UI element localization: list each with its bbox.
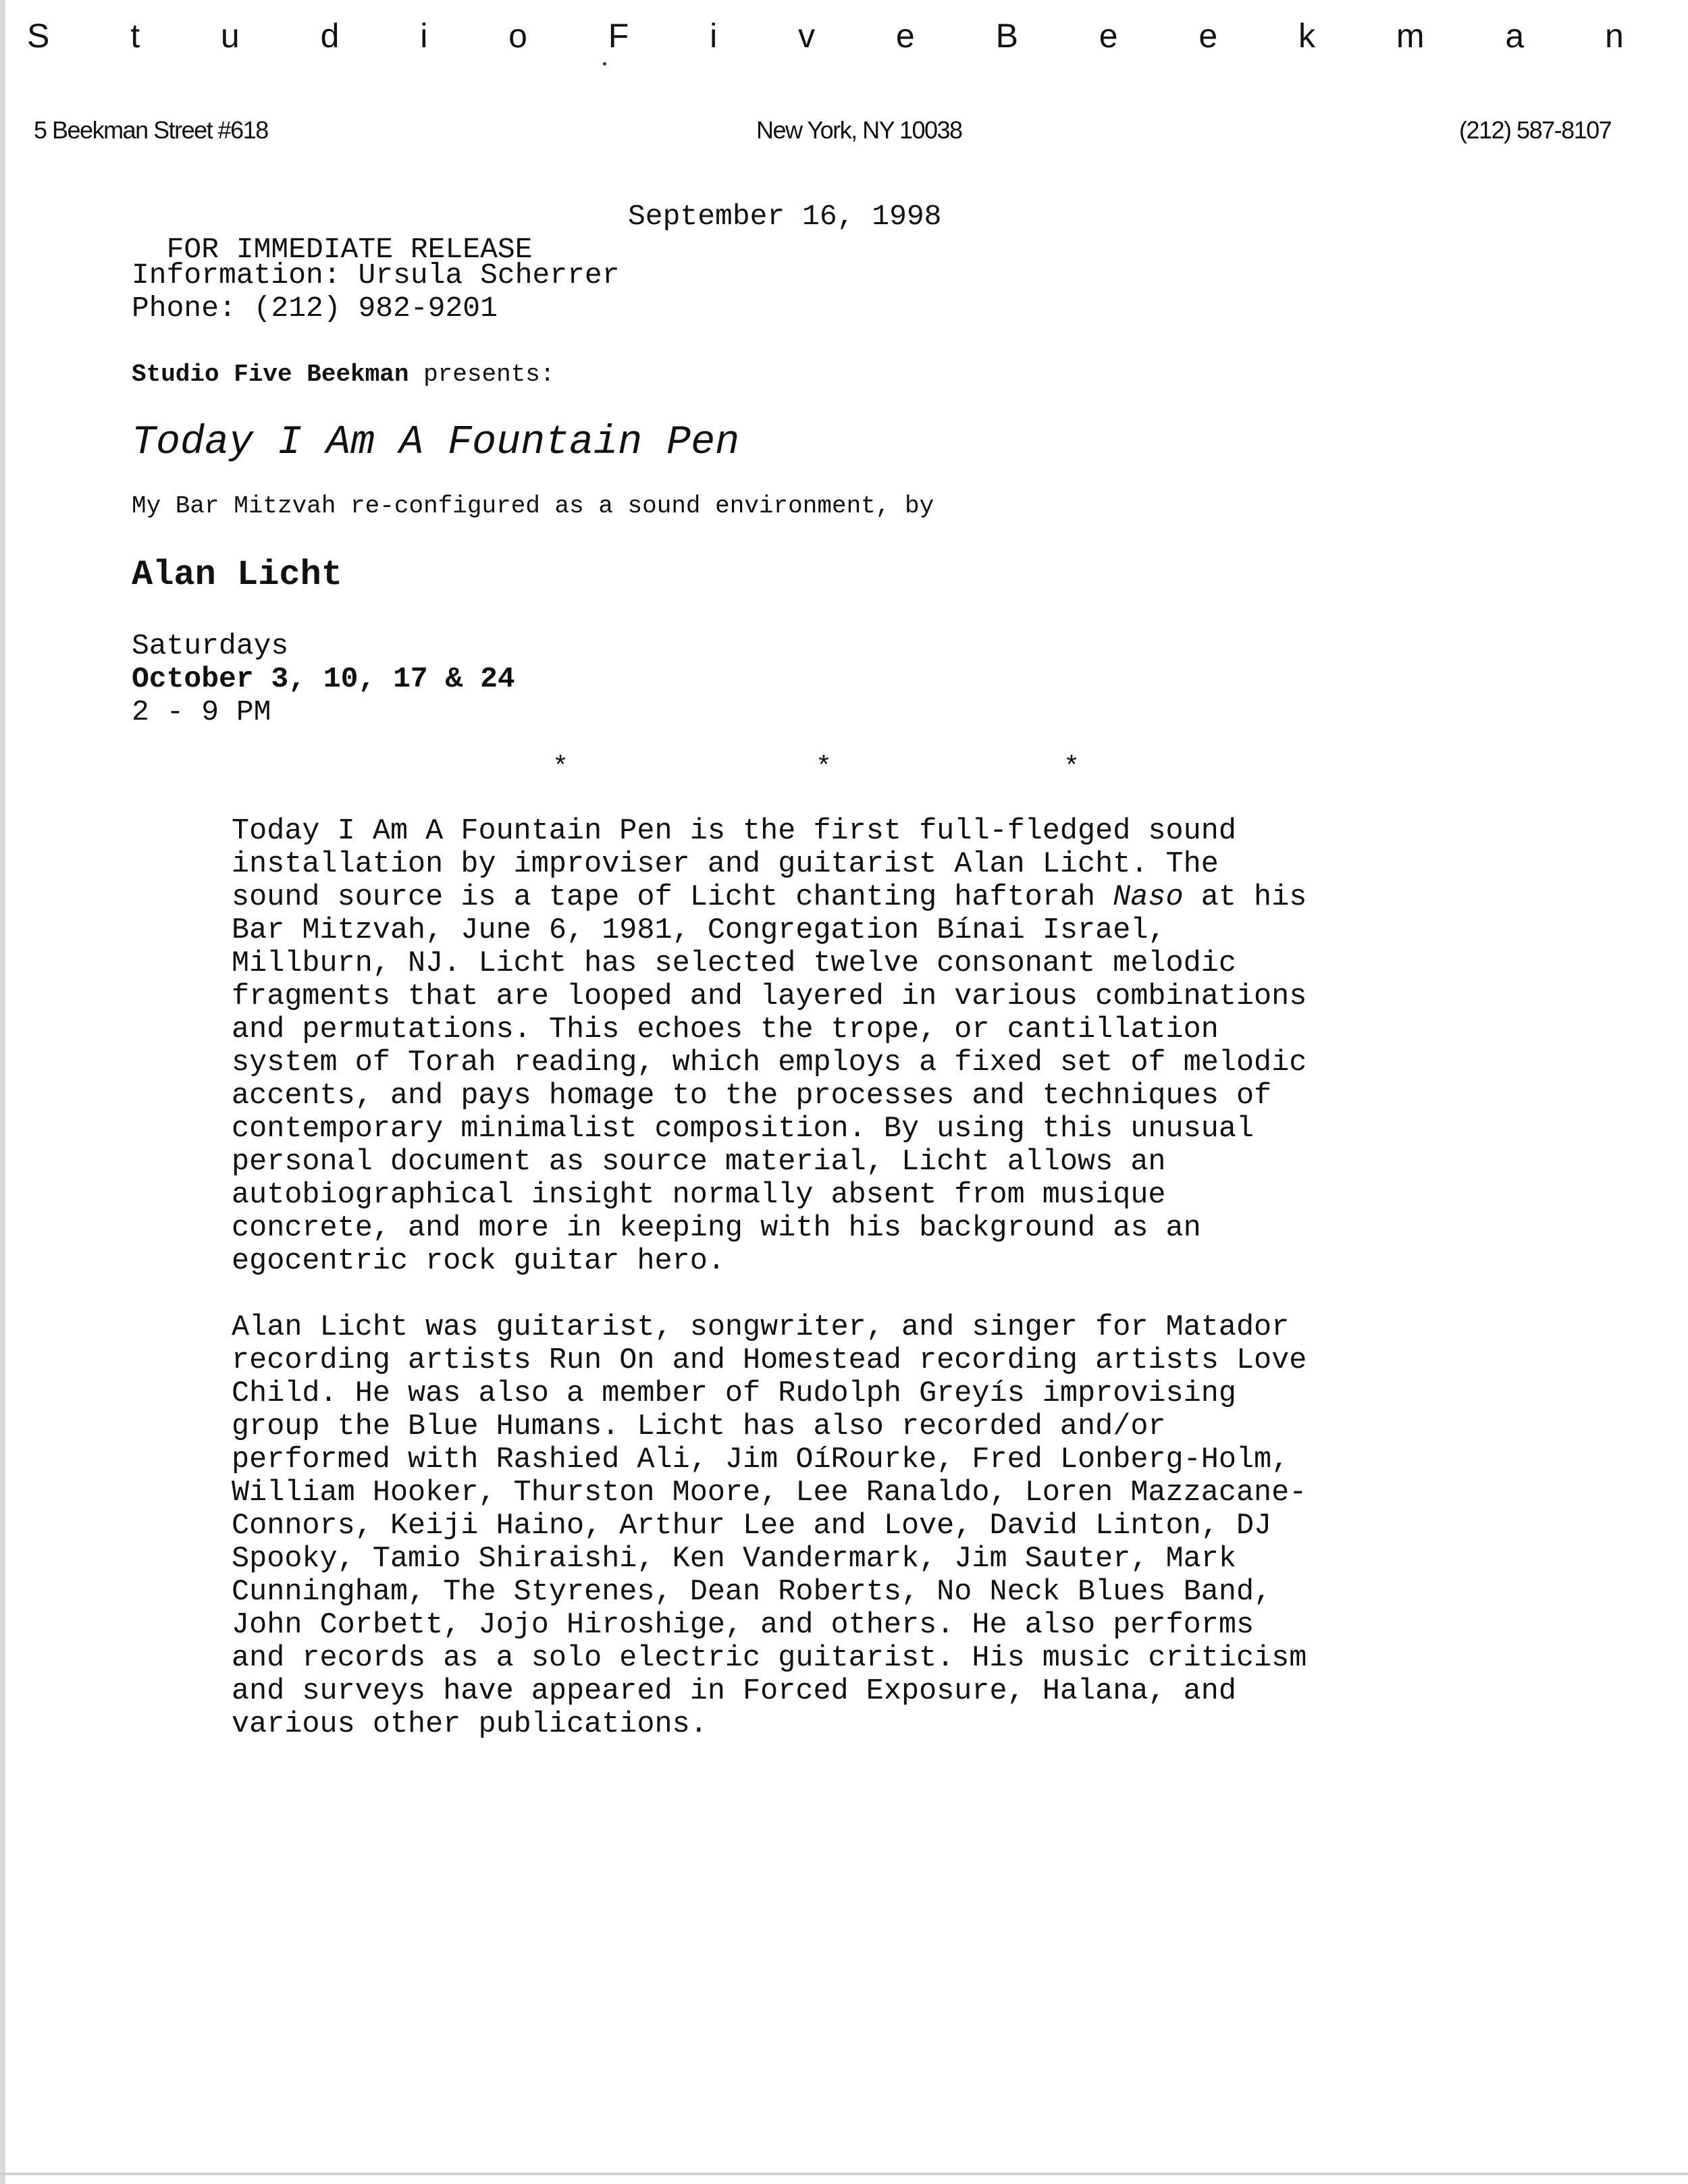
- paragraph-biography: [232, 1311, 1670, 1741]
- paragraph-line: and records as a solo electric guitarist. His music criticism: [232, 1642, 1307, 1675]
- paragraph-line: fragments that are looped and layered in various combinations: [232, 980, 1307, 1013]
- separator-asterisk: *: [552, 753, 569, 783]
- paragraph-line: Today I Am A Fountain Pen is the first full-fledged sound: [232, 815, 1236, 848]
- letterhead-letter: e: [895, 17, 915, 55]
- paragraph-line-part: at his: [1183, 881, 1307, 914]
- letterhead-letter: u: [220, 17, 240, 55]
- letterhead-letter: B: [995, 17, 1018, 55]
- paragraph-line: Connors, Keiji Haino, Arthur Lee and Love, David Linton, DJ: [232, 1510, 1272, 1543]
- letterhead-letter: i: [420, 17, 428, 55]
- contact-phone: Phone: (212) 982-9201: [132, 292, 498, 325]
- separator-asterisk: *: [816, 753, 833, 783]
- paragraph-line: autobiographical insight normally absent from musique: [232, 1179, 1166, 1212]
- paragraph-line: Millburn, NJ. Licht has selected twelve consonant melodic: [232, 947, 1236, 980]
- artist-name: Alan Licht: [132, 555, 343, 595]
- letterhead-letter: i: [710, 17, 718, 55]
- schedule-time: 2 - 9 PM: [132, 695, 271, 728]
- letterhead-letter: o: [508, 17, 527, 55]
- schedule-dates: October 3, 10, 17 & 24: [132, 662, 515, 695]
- letterhead-letter: e: [1099, 17, 1118, 55]
- paragraph-installation: [232, 815, 1670, 1278]
- presents-line: [132, 358, 555, 392]
- scan-bottom-edge: [0, 2173, 1688, 2175]
- letterhead-letter: m: [1396, 17, 1425, 55]
- schedule-block: [132, 629, 515, 728]
- paragraph-line: egocentric rock guitar hero.: [232, 1245, 725, 1278]
- presents-word: presents:: [408, 361, 555, 388]
- letterhead-city: New York, NY 10038: [756, 116, 962, 144]
- paragraph-line: performed with Rashied Ali, Jim OíRourke, Fred Lonberg-Holm,: [232, 1443, 1290, 1476]
- paragraph-line: personal document as source material, Licht allows an: [232, 1146, 1166, 1179]
- haftorah-name: Naso: [1113, 881, 1184, 914]
- contact-block: [132, 259, 620, 325]
- show-subtitle: My Bar Mitzvah re-configured as a sound environment, by: [132, 492, 934, 520]
- letterhead-letter: v: [798, 17, 816, 55]
- paragraph-line: Bar Mitzvah, June 6, 1981, Congregation Bínai Israel,: [232, 914, 1166, 947]
- paragraph-line: William Hooker, Thurston Moore, Lee Ranaldo, Loren Mazzacane-: [232, 1476, 1307, 1510]
- letterhead-letter: a: [1505, 17, 1525, 55]
- letterhead-letter: t: [130, 17, 140, 55]
- paragraph-line: contemporary minimalist composition. By using this unusual: [232, 1113, 1255, 1146]
- paragraph-line: installation by improviser and guitarist Alan Licht. The: [232, 848, 1219, 881]
- show-title: Today I Am A Fountain Pen: [132, 420, 740, 466]
- release-label: FOR IMMEDIATE RELEASE: [166, 233, 533, 266]
- paragraph-line: [232, 881, 1670, 914]
- scan-edge: [0, 0, 5, 2184]
- paragraph-line: concrete, and more in keeping with his background as an: [232, 1212, 1201, 1245]
- presenter-name: Studio Five Beekman: [132, 361, 409, 388]
- section-separator: [0, 753, 1688, 793]
- paragraph-line: Child. He was also a member of Rudolph Greyís improvising: [232, 1377, 1236, 1410]
- letterhead-letter: n: [1604, 17, 1624, 55]
- paragraph-line: group the Blue Humans. Licht has also recorded and/or: [232, 1410, 1166, 1443]
- paragraph-line: and surveys have appeared in Forced Exposure, Halana, and: [232, 1675, 1236, 1708]
- paragraph-line: accents, and pays homage to the processes and techniques of: [232, 1080, 1272, 1113]
- paragraph-line: Alan Licht was guitarist, songwriter, and singer for Matador: [232, 1311, 1290, 1344]
- letterhead-name: [27, 12, 1624, 59]
- paragraph-line-part: sound source is a tape of Licht chanting haftorah: [232, 881, 1113, 914]
- letterhead-letter: k: [1298, 17, 1316, 55]
- paragraph-line: recording artists Run On and Homestead recording artists Love: [232, 1344, 1307, 1377]
- paragraph-line: Cunningham, The Styrenes, Dean Roberts, No Neck Blues Band,: [232, 1576, 1272, 1609]
- scan-speck: [603, 62, 606, 65]
- paragraph-line: Spooky, Tamio Shiraishi, Ken Vandermark, Jim Sauter, Mark: [232, 1543, 1236, 1576]
- letterhead-phone: (212) 587-8107: [1459, 116, 1612, 144]
- paragraph-line: various other publications.: [232, 1708, 708, 1741]
- letterhead-letter: e: [1198, 17, 1218, 55]
- separator-asterisk: *: [1063, 753, 1080, 783]
- paragraph-line: system of Torah reading, which employs a fixed set of melodic: [232, 1046, 1307, 1080]
- letterhead-letter: S: [27, 17, 50, 55]
- letterhead-letter: d: [320, 17, 340, 55]
- paragraph-line: John Corbett, Jojo Hiroshige, and others. He also performs: [232, 1609, 1255, 1642]
- letterhead-street: 5 Beekman Street #618: [34, 116, 268, 144]
- schedule-day: Saturdays: [132, 629, 289, 662]
- contact-information: Information: Ursula Scherrer: [132, 259, 620, 292]
- paragraph-line: and permutations. This echoes the trope, or cantillation: [232, 1013, 1219, 1046]
- release-date: September 16, 1998: [628, 200, 942, 233]
- letterhead-letter: F: [608, 17, 629, 55]
